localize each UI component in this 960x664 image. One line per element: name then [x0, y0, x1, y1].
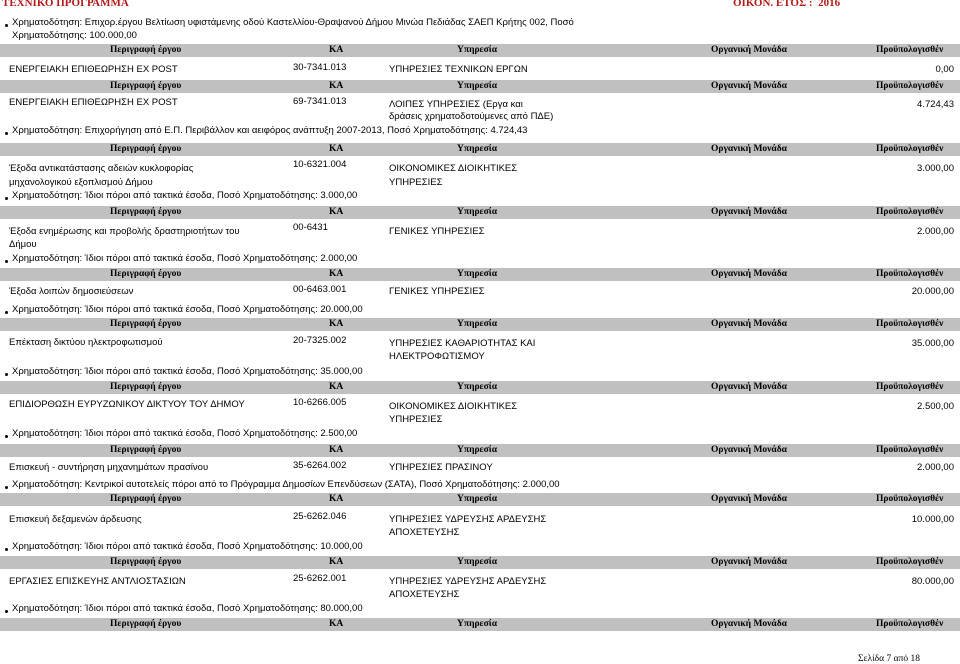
- header-description: Περιγραφή έργου: [110, 494, 182, 504]
- header-budget: Προϋπολογισθέν: [876, 382, 944, 392]
- project-service: ΥΠΗΡΕΣΙΕΣ ΠΡΑΣΙΝΟΥ: [389, 462, 493, 473]
- project-ka: 10-6321.004: [293, 159, 347, 170]
- bullet-icon: [5, 197, 8, 200]
- header-budget: Προϋπολογισθέν: [876, 144, 944, 154]
- project-ka: 69-7341.013: [293, 96, 347, 107]
- project-description: μηχανολογικού εξοπλισμού Δήμου: [9, 177, 153, 188]
- header-description: Περιγραφή έργου: [110, 207, 182, 217]
- bullet-icon: [5, 24, 8, 27]
- header-ka: ΚΑ: [329, 144, 344, 154]
- project-description: Έξοδα αντικατάστασης αδειών κυκλοφορίας: [9, 163, 194, 174]
- bullet-icon: [5, 435, 8, 438]
- header-budget: Προϋπολογισθέν: [876, 557, 944, 567]
- header-budget: Προϋπολογισθέν: [876, 81, 944, 91]
- project-amount: 4.724,43: [917, 99, 954, 110]
- project-description: Έξοδα ενημέρωσης και προβολής δραστηριοτήτων του: [9, 226, 240, 237]
- project-service: ΥΠΗΡΕΣΙΕΣ ΚΑΘΑΡΙΟΤΗΤΑΣ ΚΑΙ: [389, 338, 536, 349]
- header-service: Υπηρεσία: [457, 494, 498, 504]
- header-budget: Προϋπολογισθέν: [876, 207, 944, 217]
- project-amount: 10.000,00: [911, 514, 954, 525]
- table-header: [0, 618, 960, 631]
- project-service: ΟΙΚΟΝΟΜΙΚΕΣ ΔΙΟΙΚΗΤΙΚΕΣ: [389, 401, 518, 412]
- project-service: ΗΛΕΚΤΡΟΦΩΤΙΣΜΟΥ: [389, 351, 485, 362]
- header-org-unit: Οργανική Μονάδα: [711, 619, 787, 629]
- project-description: Επέκταση δικτύου ηλεκτροφωτισμού: [9, 337, 163, 348]
- header-description: Περιγραφή έργου: [110, 144, 182, 154]
- funding-note-line: Χρηματοδότησης: 100.000,00: [12, 30, 137, 41]
- project-amount: 2.500,00: [917, 401, 954, 412]
- page-top-strip: [0, 0, 960, 9]
- bullet-icon: [5, 132, 8, 135]
- project-amount: 2.000,00: [917, 462, 954, 473]
- header-ka: ΚΑ: [329, 619, 344, 629]
- bullet-icon: [5, 486, 8, 489]
- project-amount: 0,00: [935, 64, 954, 75]
- header-ka: ΚΑ: [329, 207, 344, 217]
- project-service: ΥΠΗΡΕΣΙΕΣ ΤΕΧΝΙΚΩΝ ΕΡΓΩΝ: [389, 64, 528, 75]
- header-ka: ΚΑ: [329, 45, 344, 55]
- project-service: ΥΠΗΡΕΣΙΕΣ ΥΔΡΕΥΣΗΣ ΑΡΔΕΥΣΗΣ: [389, 514, 547, 525]
- table-header: [0, 268, 960, 281]
- bullet-icon: [5, 311, 8, 314]
- header-description: Περιγραφή έργου: [110, 382, 182, 392]
- header-ka: ΚΑ: [329, 269, 344, 279]
- table-header: [0, 318, 960, 331]
- header-service: Υπηρεσία: [457, 207, 498, 217]
- header-ka: ΚΑ: [329, 494, 344, 504]
- header-budget: Προϋπολογισθέν: [876, 269, 944, 279]
- header-ka: ΚΑ: [329, 81, 344, 91]
- header-description: Περιγραφή έργου: [110, 619, 182, 629]
- funding-note-line: Χρηματοδότηση: Επιχορ.έργου Βελτίωση υφιστάμενης οδού Καστελλίου-Θραψανού Δήμου Μινώα Πεδιάδας ΣΑΕΠ Κρήτης 002, Ποσό: [12, 17, 574, 28]
- table-header: [0, 444, 960, 457]
- header-budget: Προϋπολογισθέν: [876, 494, 944, 504]
- table-header: [0, 80, 960, 93]
- header-org-unit: Οργανική Μονάδα: [711, 45, 787, 55]
- header-org-unit: Οργανική Μονάδα: [711, 445, 787, 455]
- page-number: Σελίδα 7 από 18: [858, 654, 921, 664]
- project-service: ΛΟΙΠΕΣ ΥΠΗΡΕΣΙΕΣ (Εργα και: [389, 99, 523, 110]
- header-description: Περιγραφή έργου: [110, 269, 182, 279]
- project-ka: 25-6262.046: [293, 511, 347, 522]
- header-service: Υπηρεσία: [457, 382, 498, 392]
- header-service: Υπηρεσία: [457, 45, 498, 55]
- table-header: [0, 44, 960, 57]
- header-org-unit: Οργανική Μονάδα: [711, 382, 787, 392]
- project-funding: Χρηματοδότηση: Ίδιοι πόροι από τακτικά έσοδα, Ποσό Χρηματοδότησης: 10.000,00: [12, 541, 363, 552]
- project-ka: 00-6431: [293, 222, 328, 233]
- header-ka: ΚΑ: [329, 557, 344, 567]
- project-amount: 20.000,00: [911, 286, 954, 297]
- header-org-unit: Οργανική Μονάδα: [711, 557, 787, 567]
- header-budget: Προϋπολογισθέν: [876, 619, 944, 629]
- table-header: [0, 556, 960, 569]
- table-header: [0, 381, 960, 394]
- bullet-icon: [5, 548, 8, 551]
- project-description: Δήμου: [9, 239, 37, 250]
- header-service: Υπηρεσία: [457, 144, 498, 154]
- header-service: Υπηρεσία: [457, 81, 498, 91]
- header-service: Υπηρεσία: [457, 619, 498, 629]
- header-service: Υπηρεσία: [457, 269, 498, 279]
- project-ka: 20-7325.002: [293, 335, 347, 346]
- project-description: Επισκευή δεξαμενών άρδευσης: [9, 514, 142, 525]
- header-service: Υπηρεσία: [457, 557, 498, 567]
- project-ka: 00-6463.001: [293, 284, 347, 295]
- header-description: Περιγραφή έργου: [110, 319, 182, 329]
- fiscal-year: [733, 0, 840, 9]
- project-funding: Χρηματοδότηση: Ίδιοι πόροι από τακτικά έσοδα, Ποσό Χρηματοδότησης: 2.500,00: [12, 428, 358, 439]
- project-funding: Χρηματοδότηση: Επιχορήγηση από Ε.Π. Περιβάλλον και αειφόρος ανάπτυξη 2007-2013, Ποσό Χρηματοδότησης: 4.724,43: [12, 125, 528, 136]
- header-org-unit: Οργανική Μονάδα: [711, 494, 787, 504]
- header-budget: Προϋπολογισθέν: [876, 319, 944, 329]
- header-ka: ΚΑ: [329, 382, 344, 392]
- header-service: Υπηρεσία: [457, 445, 498, 455]
- document-title: ΤΕΧΝΙΚΟ ΠΡΟΓΡΑΜΜΑ: [2, 0, 129, 9]
- project-description: ΕΝΕΡΓΕΙΑΚΗ ΕΠΙΘΕΩΡΗΣΗ ΕΧ POST: [9, 64, 178, 75]
- header-budget: Προϋπολογισθέν: [876, 45, 944, 55]
- project-service: ΥΠΗΡΕΣΙΕΣ: [389, 414, 443, 425]
- project-amount: 35.000,00: [911, 338, 954, 349]
- header-description: Περιγραφή έργου: [110, 45, 182, 55]
- project-service: ΑΠΟΧΕΤΕΥΣΗΣ: [389, 527, 460, 538]
- project-service: δράσεις χρηματοδοτούμενες από ΠΔΕ): [389, 111, 554, 122]
- project-ka: 10-6266.005: [293, 397, 347, 408]
- fiscal-year-label: ΟΙΚΟΝ. ΕΤΟΣ :: [733, 0, 813, 9]
- fiscal-year-value: 2016: [818, 0, 841, 9]
- project-service: ΟΙΚΟΝΟΜΙΚΕΣ ΔΙΟΙΚΗΤΙΚΕΣ: [389, 163, 518, 174]
- project-funding: Χρηματοδότηση: Ίδιοι πόροι από τακτικά έσοδα, Ποσό Χρηματοδότησης: 3.000,00: [12, 190, 358, 201]
- bullet-icon: [5, 260, 8, 263]
- project-ka: 25-6262.001: [293, 573, 347, 584]
- table-header: [0, 493, 960, 506]
- header-org-unit: Οργανική Μονάδα: [711, 144, 787, 154]
- header-org-unit: Οργανική Μονάδα: [711, 269, 787, 279]
- project-description: ΕΠΙΔΙΟΡΘΩΣΗ ΕΥΡΥΖΩΝΙΚΟΥ ΔΙΚΤΥΟΥ ΤΟΥ ΔΗΜΟΥ: [9, 399, 245, 410]
- header-budget: Προϋπολογισθέν: [876, 445, 944, 455]
- header-description: Περιγραφή έργου: [110, 557, 182, 567]
- table-header: [0, 143, 960, 156]
- header-org-unit: Οργανική Μονάδα: [711, 207, 787, 217]
- project-funding: Χρηματοδότηση: Ίδιοι πόροι από τακτικά έσοδα, Ποσό Χρηματοδότησης: 20.000,00: [12, 304, 363, 315]
- project-funding: Χρηματοδότηση: Ίδιοι πόροι από τακτικά έσοδα, Ποσό Χρηματοδότησης: 80.000,00: [12, 603, 363, 614]
- project-amount: 80.000,00: [911, 576, 954, 587]
- table-header: [0, 206, 960, 219]
- header-description: Περιγραφή έργου: [110, 81, 182, 91]
- project-description: Επισκευή - συντήρηση μηχανημάτων πρασίνου: [9, 462, 209, 473]
- header-service: Υπηρεσία: [457, 319, 498, 329]
- project-amount: 3.000,00: [917, 163, 954, 174]
- project-ka: 35-6264.002: [293, 460, 347, 471]
- project-service: ΥΠΗΡΕΣΙΕΣ ΥΔΡΕΥΣΗΣ ΑΡΔΕΥΣΗΣ: [389, 576, 547, 587]
- header-ka: ΚΑ: [329, 319, 344, 329]
- project-description: ΕΝΕΡΓΕΙΑΚΗ ΕΠΙΘΕΩΡΗΣΗ ΕΧ POST: [9, 97, 178, 108]
- header-description: Περιγραφή έργου: [110, 445, 182, 455]
- bullet-icon: [5, 610, 8, 613]
- project-amount: 2.000,00: [917, 226, 954, 237]
- project-service: ΓΕΝΙΚΕΣ ΥΠΗΡΕΣΙΕΣ: [389, 286, 485, 297]
- project-ka: 30-7341.013: [293, 62, 347, 73]
- bullet-icon: [5, 373, 8, 376]
- project-description: ΕΡΓΑΣΙΕΣ ΕΠΙΣΚΕΥΗΣ ΑΝΤΛΙΟΣΤΑΣΙΩΝ: [9, 576, 186, 587]
- header-org-unit: Οργανική Μονάδα: [711, 81, 787, 91]
- project-service: ΥΠΗΡΕΣΙΕΣ: [389, 177, 443, 188]
- project-description: Έξοδα λοιπών δημοσιεύσεων: [9, 286, 134, 297]
- project-service: ΓΕΝΙΚΕΣ ΥΠΗΡΕΣΙΕΣ: [389, 226, 485, 237]
- project-service: ΑΠΟΧΕΤΕΥΣΗΣ: [389, 589, 460, 600]
- header-org-unit: Οργανική Μονάδα: [711, 319, 787, 329]
- header-ka: ΚΑ: [329, 445, 344, 455]
- project-funding: Χρηματοδότηση: Ίδιοι πόροι από τακτικά έσοδα, Ποσό Χρηματοδότησης: 2.000,00: [12, 253, 358, 264]
- project-funding: Χρηματοδότηση: Ίδιοι πόροι από τακτικά έσοδα, Ποσό Χρηματοδότησης: 35.000,00: [12, 366, 363, 377]
- project-funding: Χρηματοδότηση: Κεντρικοί αυτοτελείς πόροι από το Πρόγραμμα Δημοσίων Επενδύσεων (ΣΑΤΑ), Ποσό Χρηματοδότησης: 2.000,00: [12, 479, 560, 490]
